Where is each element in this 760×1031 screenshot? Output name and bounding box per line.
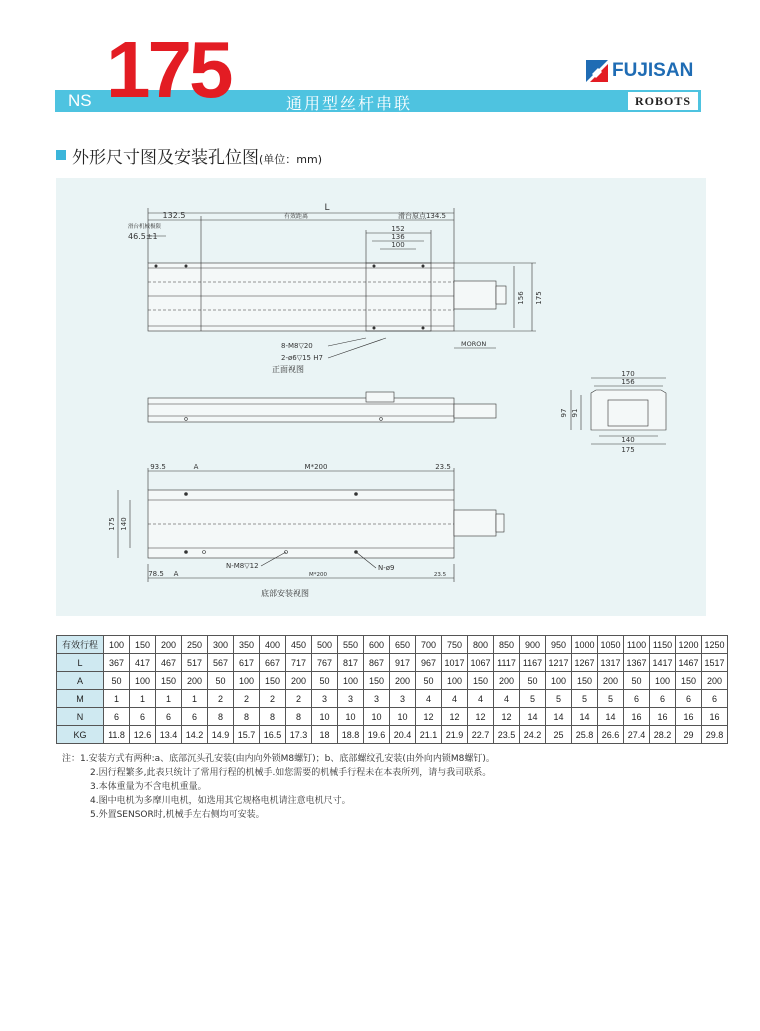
table-cell: 12 [442,708,468,726]
table-cell: 5 [572,690,598,708]
notes [62,752,495,822]
bottom-view [118,468,504,582]
dim-152: 152 [391,225,405,233]
table-cell: 50 [208,672,234,690]
side-dim-97: 97 [560,408,568,418]
row-header: N [57,708,104,726]
motor-label: MORON [461,340,487,348]
table-row [57,708,728,726]
table-cell: 200 [494,672,520,690]
table-cell: 1067 [468,654,494,672]
table-cell: 16 [702,708,728,726]
table-cell: 350 [234,636,260,654]
table-cell: 29 [676,726,702,744]
brand-name: FUJISAN [612,60,694,81]
note-item: 3.本体重量为不含电机重量。 [90,782,207,792]
table-cell: 14 [598,708,624,726]
table-cell: 12.6 [130,726,156,744]
bottom-dim-175: 175 [108,517,116,531]
table-cell: 617 [234,654,260,672]
table-cell: 25 [546,726,572,744]
table-cell: 1417 [650,654,676,672]
table-cell: 150 [468,672,494,690]
table-cell: 200 [286,672,312,690]
bottom-dim-m200: M*200 [304,463,328,471]
table-cell: 6 [156,708,182,726]
bottom-dim-93-5: 93.5 [150,463,166,471]
table-cell: 6 [650,690,676,708]
table-cell: 100 [130,672,156,690]
table-cell: 19.6 [364,726,390,744]
table-cell: 1017 [442,654,468,672]
side-view [571,378,666,444]
table-cell: 50 [104,672,130,690]
table-cell: 6 [676,690,702,708]
section-title [72,143,322,168]
table-cell: 4 [416,690,442,708]
table-cell: 450 [286,636,312,654]
table-cell: 850 [494,636,520,654]
table-cell: 1 [182,690,208,708]
table-cell: 16.5 [260,726,286,744]
bottom-dim-140: 140 [120,517,128,531]
table-cell: 10 [338,708,364,726]
table-cell: 400 [260,636,286,654]
bottom-dim-23-5: 23.5 [435,463,451,471]
table-cell: 1317 [598,654,624,672]
table-cell: 50 [624,672,650,690]
table-cell: 4 [468,690,494,708]
note-item: 4.图中电机为多摩川电机，如选用其它规格电机请注意电机尺寸。 [90,796,351,806]
note-item: 5.外置SENSOR时,机械手左右侧均可安装。 [90,810,265,820]
table-cell: 16 [650,708,676,726]
table-cell: 4 [442,690,468,708]
table-cell: 1217 [546,654,572,672]
table-cell: 150 [572,672,598,690]
table-cell: 100 [338,672,364,690]
table-cell: 6 [624,690,650,708]
table-cell: 1000 [572,636,598,654]
table-cell: 667 [260,654,286,672]
table-cell: 2 [260,690,286,708]
side-dim-170: 170 [621,370,635,378]
table-cell: 1267 [572,654,598,672]
table-cell: 8 [234,708,260,726]
dim-mech-limit: 滑台机械极限 [128,224,162,230]
table-cell: 600 [364,636,390,654]
side-dim-175: 175 [621,446,635,454]
row-header: 有效行程 [57,636,104,654]
dim-effective: 有效距离 [283,213,309,220]
table-cell: 5 [546,690,572,708]
table-cell: 14 [520,708,546,726]
bottom-dim-m200b: M*200 [309,572,327,578]
table-cell: 817 [338,654,364,672]
table-cell: 900 [520,636,546,654]
table-cell: 150 [676,672,702,690]
table-cell: 26.6 [598,726,624,744]
table-cell: 200 [390,672,416,690]
bottom-dim-a2: A [173,570,179,578]
table-cell: 3 [312,690,338,708]
table-cell: 12 [416,708,442,726]
series-prefix: NS [68,91,92,110]
table-cell: 100 [650,672,676,690]
note-item: 注：1.安装方式有两种:a、底部沉头孔安装(由内向外锁M8螺钉)；b、底部螺纹孔安装(由外向内锁M8螺钉)。 [62,754,495,764]
front-holes-pin: 2-ø6▽15 H7 [281,354,323,362]
table-cell: 1100 [624,636,650,654]
table-cell: 18.8 [338,726,364,744]
table-cell: 717 [286,654,312,672]
table-cell: 25.8 [572,726,598,744]
table-cell: 567 [208,654,234,672]
dim-origin: 滑台原点134.5 [397,212,447,220]
technical-drawing [56,178,706,616]
table-cell: 4 [494,690,520,708]
table-cell: 15.7 [234,726,260,744]
table-cell: 2 [208,690,234,708]
table-cell: 417 [130,654,156,672]
table-cell: 10 [312,708,338,726]
table-cell: 8 [286,708,312,726]
table-cell: 28.2 [650,726,676,744]
dim-136: 136 [391,233,405,241]
bottom-dim-78-5: 78.5 [148,570,164,578]
table-cell: 18 [312,726,338,744]
table-cell: 1250 [702,636,728,654]
table-cell: 12 [468,708,494,726]
table-cell: 14 [546,708,572,726]
table-cell: 867 [364,654,390,672]
table-cell: 23.5 [494,726,520,744]
dim-175: 175 [535,291,543,305]
table-cell: 200 [702,672,728,690]
table-cell: 20.4 [390,726,416,744]
bottom-holes-m8: N-M8▽12 [226,562,259,570]
table-cell: 21.1 [416,726,442,744]
brand-tagline: ROBOTS [628,92,698,110]
table-cell: 100 [104,636,130,654]
table-cell: 50 [520,672,546,690]
front-holes-m8: 8-M8▽20 [281,342,313,350]
bottom-dim-23-5b: 23.5 [433,572,447,578]
table-cell: 10 [364,708,390,726]
table-cell: 1117 [494,654,520,672]
table-cell: 1 [130,690,156,708]
table-row [57,690,728,708]
table-cell: 24.2 [520,726,546,744]
bottom-dim-a: A [193,463,199,471]
table-cell: 14.9 [208,726,234,744]
table-cell: 5 [520,690,546,708]
row-header: A [57,672,104,690]
table-cell: 11.8 [104,726,130,744]
table-cell: 100 [234,672,260,690]
table-cell: 2 [234,690,260,708]
table-cell: 967 [416,654,442,672]
table-cell: 500 [312,636,338,654]
table-cell: 3 [364,690,390,708]
table-row [57,726,728,744]
table-cell: 1200 [676,636,702,654]
table-cell: 12 [494,708,520,726]
table-cell: 5 [598,690,624,708]
dim-l: L [324,203,330,213]
table-cell: 14 [572,708,598,726]
section-title-text: 外形尺寸图及安装孔位图 [72,148,259,168]
table-cell: 21.9 [442,726,468,744]
table-cell: 1467 [676,654,702,672]
table-cell: 6 [104,708,130,726]
table-row [57,654,728,672]
table-cell: 1167 [520,654,546,672]
table-cell: 16 [624,708,650,726]
table-cell: 8 [208,708,234,726]
front-view [148,208,536,358]
table-cell: 800 [468,636,494,654]
table-cell: 22.7 [468,726,494,744]
table-cell: 29.8 [702,726,728,744]
series-name: 通用型丝杆串联 [286,94,413,113]
table-cell: 8 [260,708,286,726]
table-cell: 550 [338,636,364,654]
table-cell: 1367 [624,654,650,672]
table-cell: 150 [156,672,182,690]
table-cell: 100 [442,672,468,690]
table-cell: 13.4 [156,726,182,744]
table-cell: 150 [260,672,286,690]
table-cell: 50 [312,672,338,690]
table-cell: 150 [364,672,390,690]
table-cell: 1 [104,690,130,708]
table-cell: 750 [442,636,468,654]
table-cell: 6 [182,708,208,726]
table-cell: 950 [546,636,572,654]
table-cell: 1050 [598,636,624,654]
table-cell: 367 [104,654,130,672]
dim-46-5: 46.5±1 [128,232,158,241]
side-dim-140: 140 [621,436,635,444]
dim-132-5: 132.5 [162,211,186,220]
top-view [148,392,496,422]
row-header: KG [57,726,104,744]
table-cell: 100 [546,672,572,690]
table-cell: 3 [338,690,364,708]
fujisan-logo-icon [586,60,608,82]
table-cell: 767 [312,654,338,672]
section-bullet [56,150,66,160]
table-cell: 3 [390,690,416,708]
table-cell: 6 [130,708,156,726]
table-cell: 200 [182,672,208,690]
bottom-view-caption: 底部安装视图 [261,589,309,598]
table-cell: 1517 [702,654,728,672]
table-cell: 16 [676,708,702,726]
table-cell: 1150 [650,636,676,654]
table-cell: 17.3 [286,726,312,744]
side-dim-156: 156 [621,378,635,386]
table-cell: 200 [598,672,624,690]
dim-156: 156 [517,291,525,305]
section-unit: (单位：mm) [259,153,323,166]
dim-100: 100 [391,241,405,249]
table-cell: 517 [182,654,208,672]
side-dim-91: 91 [571,408,579,418]
table-cell: 150 [130,636,156,654]
note-item: 2.因行程繁多,此表只统计了常用行程的机械手.如您需要的机械手行程未在本表所列，请与我司联系。 [90,768,492,778]
table-cell: 2 [286,690,312,708]
table-cell: 14.2 [182,726,208,744]
front-view-caption: 正面视图 [272,365,304,374]
table-cell: 27.4 [624,726,650,744]
table-cell: 650 [390,636,416,654]
row-header: M [57,690,104,708]
table-cell: 700 [416,636,442,654]
table-cell: 50 [416,672,442,690]
row-header: L [57,654,104,672]
model-number: 175 [106,25,231,114]
table-cell: 917 [390,654,416,672]
table-cell: 200 [156,636,182,654]
table-row [57,672,728,690]
table-cell: 6 [702,690,728,708]
table-row [57,636,728,654]
table-cell: 467 [156,654,182,672]
table-cell: 1 [156,690,182,708]
spec-table [56,635,728,744]
table-cell: 10 [390,708,416,726]
table-cell: 300 [208,636,234,654]
table-cell: 250 [182,636,208,654]
bottom-holes-9: N-ø9 [378,564,395,572]
